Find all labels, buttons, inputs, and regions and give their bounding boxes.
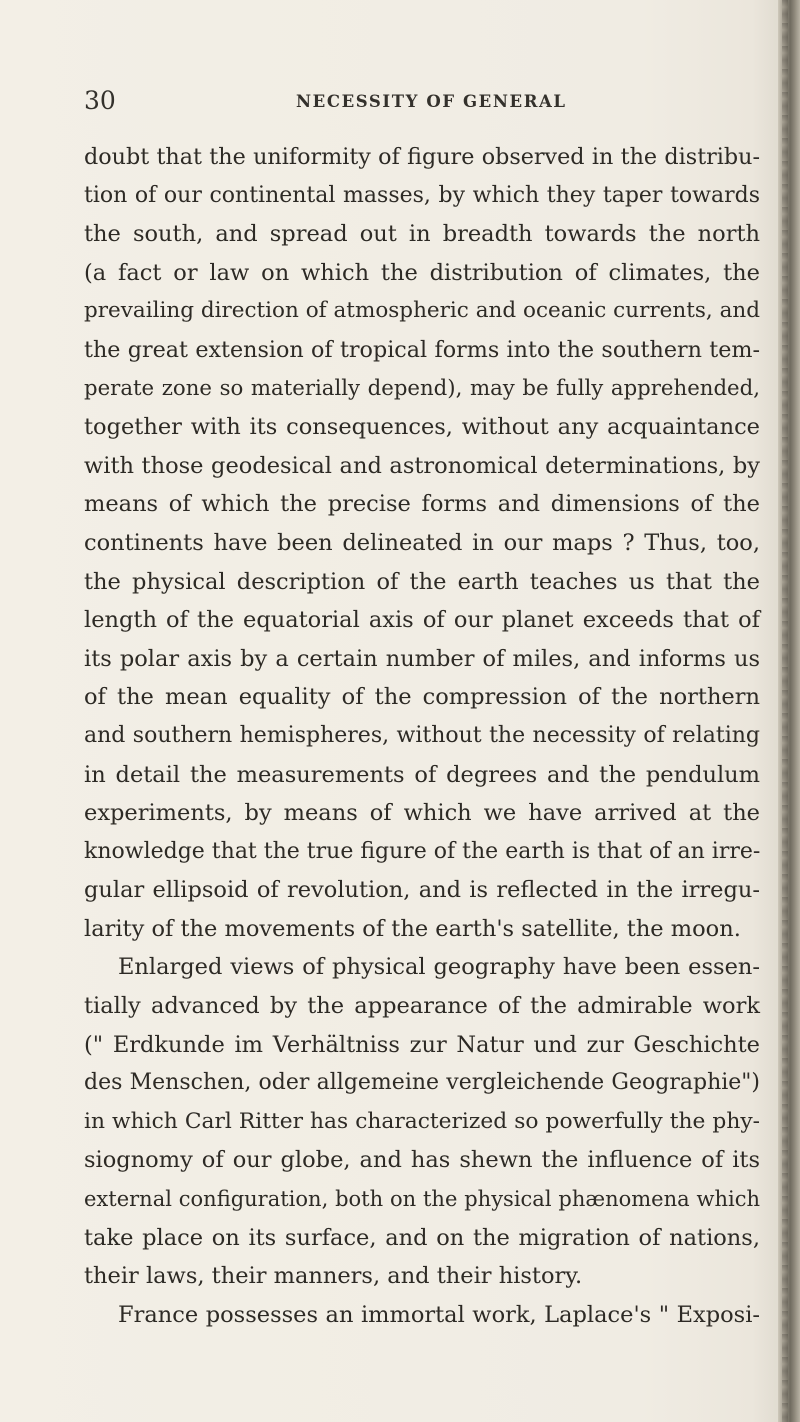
page-number: 30 bbox=[84, 86, 116, 115]
paragraph-last-line: their laws, their manners, and their history. bbox=[84, 1263, 583, 1290]
text-line: prevailing direction of atmospheric and oceanic currents, and bbox=[84, 298, 760, 324]
text-line: in which Carl Ritter has characterized so powerfully the phy- bbox=[84, 1108, 760, 1134]
text-line: gular ellipsoid of revolution, and is reflected in the irregu- bbox=[84, 877, 760, 904]
text-line: tially advanced by the appearance of the admirable work bbox=[84, 993, 760, 1020]
text-line: experiments, by means of which we have arrived at the bbox=[84, 800, 760, 827]
text-line: in detail the measurements of degrees and the pendulum bbox=[84, 761, 760, 788]
text-line: doubt that the uniformity of figure observed in the distribu- bbox=[84, 144, 760, 170]
text-line: the great extension of tropical forms into the southern tem- bbox=[84, 336, 760, 363]
body-text bbox=[84, 138, 760, 1334]
text-line: knowledge that the true figure of the earth is that of an irre- bbox=[84, 838, 761, 864]
running-title: NECESSITY OF GENERAL bbox=[296, 92, 567, 111]
text-line: together with its consequences, without any acquaintance bbox=[84, 414, 760, 441]
text-line: siognomy of our globe, and has shewn the influence of its bbox=[84, 1147, 760, 1174]
text-line: and southern hemispheres, without the necessity of relating bbox=[84, 722, 760, 748]
text-line: of the mean equality of the compression of the northern bbox=[84, 684, 760, 711]
text-line: means of which the precise forms and dimensions of the bbox=[84, 491, 760, 518]
text-line: (" Erdkunde im Verhältniss zur Natur und zur Geschichte bbox=[84, 1031, 760, 1058]
text-line: des Menschen, oder allgemeine vergleichende Geographie") bbox=[84, 1070, 760, 1096]
paragraph-last-line: larity of the movements of the earth's satellite, the moon. bbox=[84, 915, 741, 942]
text-line: continents have been delineated in our maps ? Thus, too, bbox=[84, 529, 760, 556]
text-line: external configuration, both on the physical phænomena which bbox=[84, 1187, 760, 1212]
paragraph-first-line: Enlarged views of physical geography have been essen- bbox=[118, 954, 760, 981]
text-line: the south, and spread out in breadth towards the north bbox=[84, 221, 760, 248]
text-line: (a fact or law on which the distribution of climates, the bbox=[84, 259, 760, 286]
text-line: the physical description of the earth teaches us that the bbox=[84, 568, 760, 595]
paragraph-first-line: France possesses an immortal work, Laplace's " Exposi- bbox=[118, 1301, 760, 1328]
page-header bbox=[84, 78, 760, 118]
text-line: take place on its surface, and on the migration of nations, bbox=[84, 1224, 760, 1251]
text-line: length of the equatorial axis of our planet exceeds that of bbox=[84, 607, 760, 634]
text-line: with those geodesical and astronomical determinations, by bbox=[84, 452, 760, 479]
page-binding-edge bbox=[778, 0, 800, 1422]
text-line: perate zone so materially depend), may be fully apprehended, bbox=[84, 375, 760, 401]
text-line: its polar axis by a certain number of miles, and informs us bbox=[84, 645, 760, 672]
text-line: tion of our continental masses, by which they taper towards bbox=[84, 182, 760, 208]
